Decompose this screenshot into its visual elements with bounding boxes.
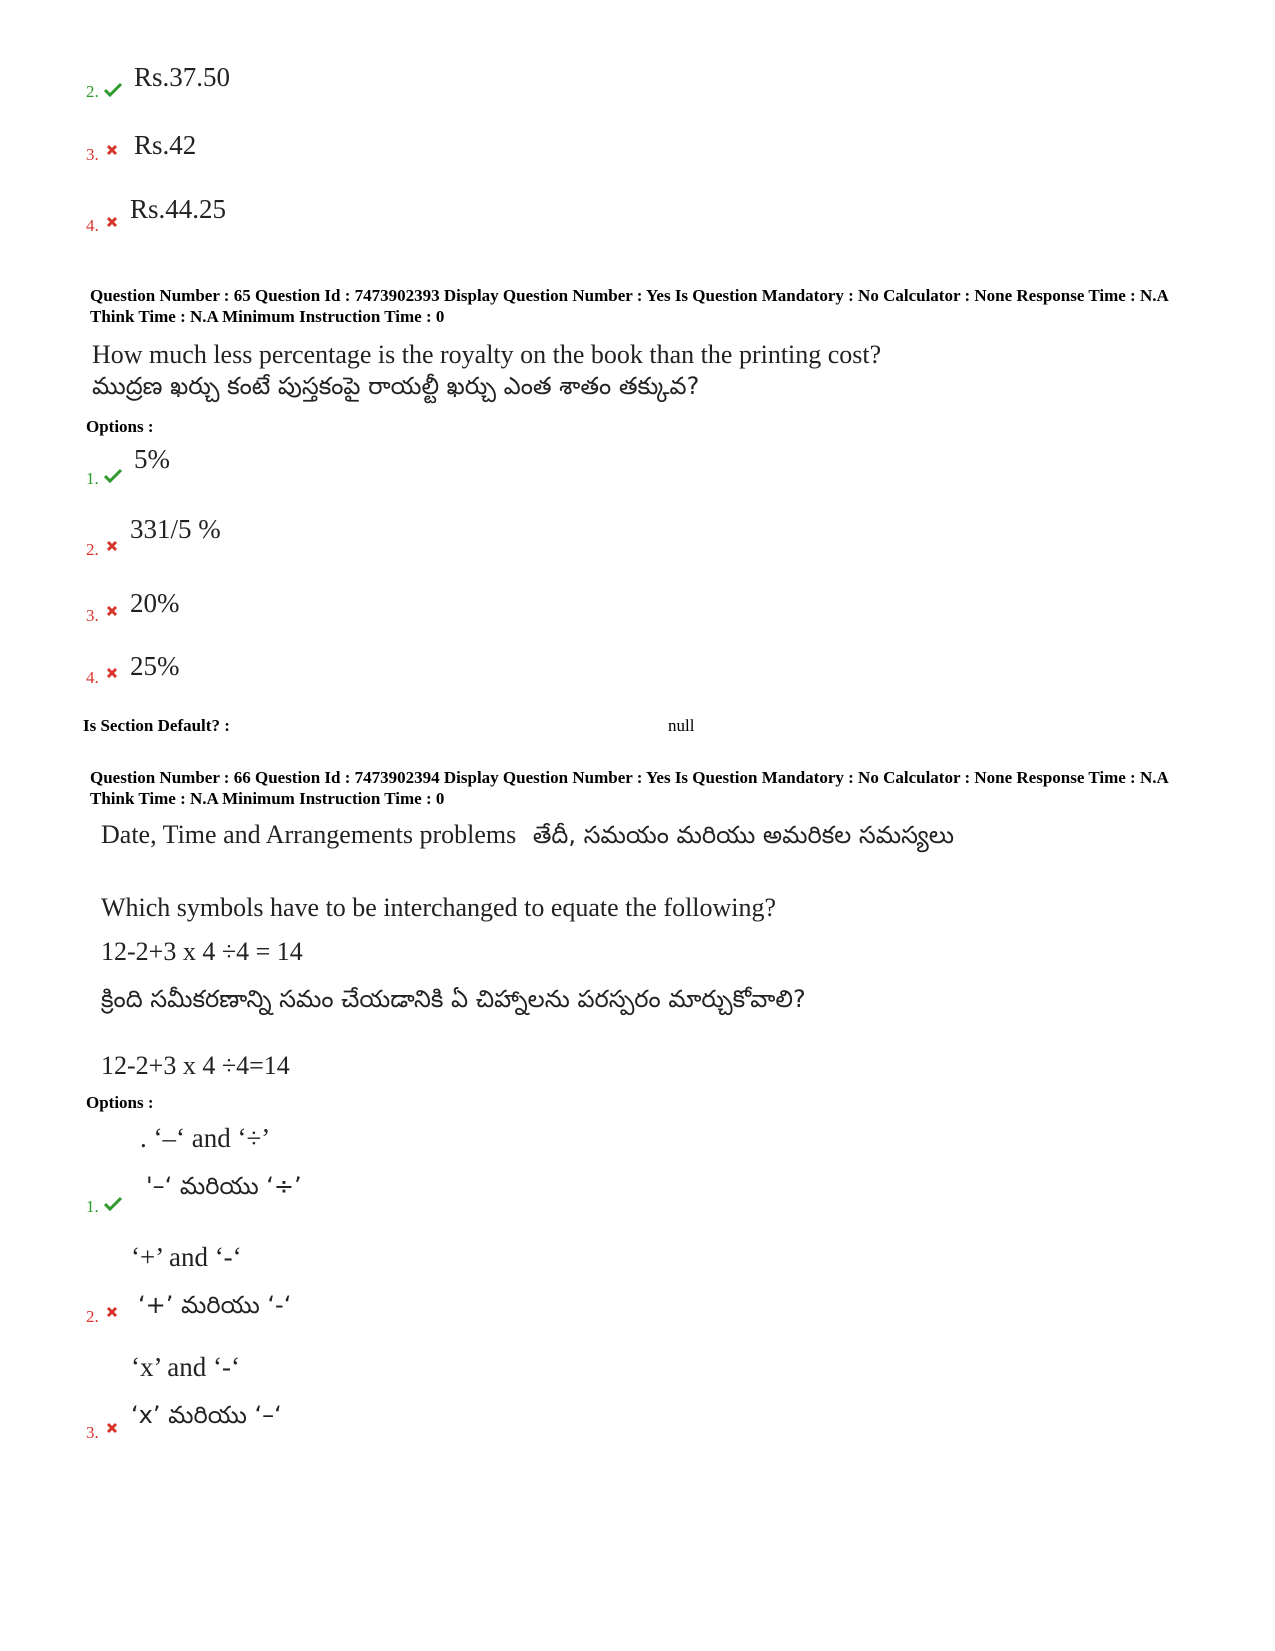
option-text-en: ‘+’ and ‘-‘	[131, 1242, 242, 1272]
option-text: Rs.42	[134, 130, 197, 160]
option-text: 20%	[130, 588, 180, 618]
options-label: Options :	[86, 417, 154, 436]
option-text: 5%	[134, 444, 170, 474]
option-number: 3.	[86, 1423, 99, 1442]
option-text: Rs.44.25	[130, 194, 227, 224]
option-text: 25%	[130, 651, 180, 681]
cross-icon	[106, 144, 118, 156]
question-meta: Question Number : 65 Question Id : 7473902393 Display Question Number : Yes Is Question Mandatory : No Calculator : None Response Time : N.A Think Time : N.A Minimum Instruction Time : 0	[90, 286, 1168, 326]
option-text-en: ‘x’ and ‘-‘	[131, 1352, 240, 1382]
option-text: 331/5 %	[130, 514, 221, 544]
option-number: 2.	[86, 540, 99, 559]
equation-1: 12-2+3 x 4 ÷4 = 14	[101, 937, 303, 966]
question-topic-te: తేదీ, సమయం మరియు అమరికల సమస్యలు	[532, 821, 955, 849]
equation-2: 12-2+3 x 4 ÷4=14	[101, 1051, 290, 1080]
question-text-en: Which symbols have to be interchanged to equate the following?	[101, 893, 777, 922]
option-number: 2.	[86, 1307, 99, 1326]
option-number: 4.	[86, 216, 99, 235]
question-text-te: ముద్రణ ఖర్చు కంటే పుస్తకంపై రాయల్టీ ఖర్చు ఎంత శాతం తక్కువ?	[92, 372, 700, 400]
option-number: 1.	[86, 469, 99, 488]
option-number: 3.	[86, 606, 99, 625]
cross-icon	[106, 540, 118, 552]
options-label: Options :	[86, 1093, 154, 1112]
option-text-te: ‘+’ మరియు ‘-‘	[138, 1291, 292, 1319]
question-topic-en: Date, Time and Arrangements problems	[101, 820, 517, 849]
option-number: 3.	[86, 145, 99, 164]
question-topic	[101, 820, 954, 855]
option-text-en: . ‘–‘ and ‘÷’	[140, 1123, 271, 1153]
question-meta: Question Number : 66 Question Id : 7473902394 Display Question Number : Yes Is Question Mandatory : No Calculator : None Response Time : N.A Think Time : N.A Minimum Instruction Time : 0	[90, 768, 1168, 808]
cross-icon	[106, 667, 118, 679]
section-default-value: null	[668, 716, 695, 735]
question-text-en: How much less percentage is the royalty on the book than the printing cost?	[92, 340, 882, 369]
cross-icon	[106, 605, 118, 617]
option-number: 4.	[86, 668, 99, 687]
check-icon	[104, 1196, 122, 1211]
cross-icon	[106, 216, 118, 228]
question-text-te: క్రింది సమీకరణాన్ని సమం చేయడానికి ఏ చిహ్నాలను పరస్పరం మార్చుకోవాలి?	[101, 985, 806, 1013]
cross-icon	[106, 1306, 118, 1318]
option-text-te: ‘x’ మరియు ‘–‘	[131, 1401, 282, 1429]
cross-icon	[106, 1422, 118, 1434]
option-text: Rs.37.50	[134, 62, 231, 92]
option-number: 2.	[86, 82, 99, 101]
check-icon	[104, 82, 122, 97]
check-icon	[104, 468, 122, 483]
option-text-te: '–‘ మరియు ‘÷’	[146, 1172, 302, 1200]
section-default-label: Is Section Default? :	[83, 716, 230, 735]
option-number: 1.	[86, 1197, 99, 1216]
